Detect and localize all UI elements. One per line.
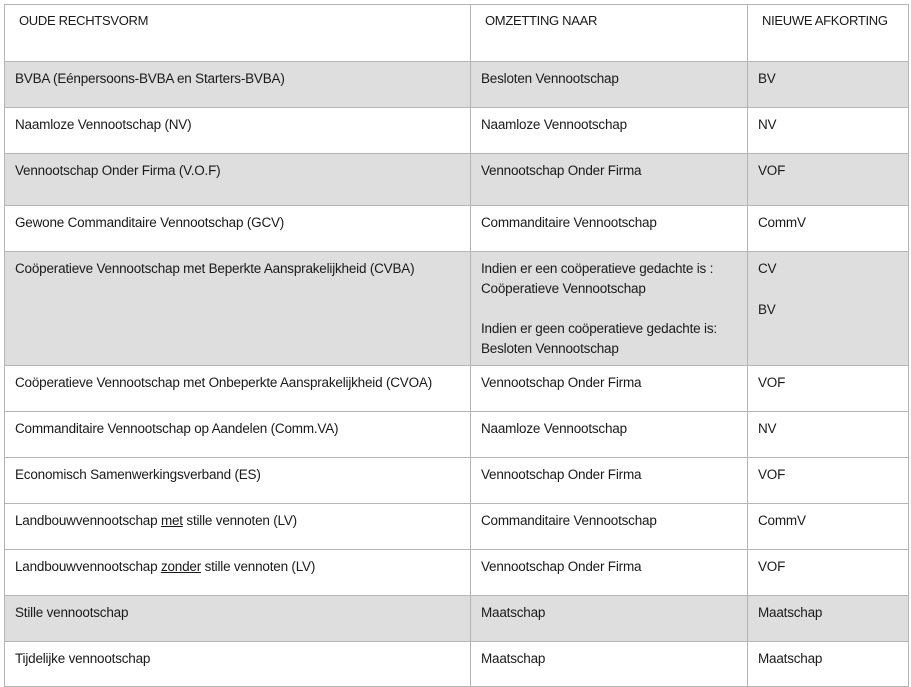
table-row [5,550,909,596]
cell-abbreviation: VOF [748,458,909,504]
cell-old-legal-form [5,504,471,550]
table-row [5,412,909,458]
cell-abbreviation: NV [748,108,909,154]
conversion-condition-a: Indien er een coöperatieve gedachte is : [481,261,714,276]
cell-old-legal-form: Coöperatieve Vennootschap met Onbeperkte Aansprakelijkheid (CVOA) [5,366,471,412]
cell-old-legal-form: Stille vennootschap [5,596,471,642]
old-form-suffix: stille vennoten (LV) [204,559,316,574]
cell-old-legal-form [5,550,471,596]
cell-conversion: Naamloze Vennootschap [471,412,748,458]
cell-abbreviation: Maatschap [748,596,909,642]
cell-conversion: Naamloze Vennootschap [471,108,748,154]
cell-conversion: Vennootschap Onder Firma [471,366,748,412]
cell-conversion: Vennootschap Onder Firma [471,154,748,206]
cell-conversion: Maatschap [471,596,748,642]
cell-old-legal-form: Tijdelijke vennootschap [5,642,471,687]
cell-old-legal-form: Gewone Commanditaire Vennootschap (GCV) [5,206,471,252]
cell-abbreviation: BV [748,62,909,108]
cell-conversion: Maatschap [471,642,748,687]
table-row [5,206,909,252]
cell-conversion: Vennootschap Onder Firma [471,550,748,596]
cell-conversion [471,252,748,366]
cell-conversion: Commanditaire Vennootschap [471,206,748,252]
old-form-prefix: Landbouwvennootschap [15,513,158,528]
header-new-abbreviation: NIEUWE AFKORTING [748,5,909,62]
table-row [5,458,909,504]
cell-abbreviation [748,252,909,366]
table-row [5,642,909,687]
old-form-prefix: Landbouwvennootschap [15,559,158,574]
cell-conversion: Vennootschap Onder Firma [471,458,748,504]
old-form-suffix: stille vennoten (LV) [186,513,297,528]
cell-abbreviation: VOF [748,154,909,206]
header-conversion: OMZETTING NAAR [471,5,748,62]
cell-old-legal-form: BVBA (Eénpersoons-BVBA en Starters-BVBA) [5,62,471,108]
conversion-result-b: Besloten Vennootschap [481,341,619,356]
conversion-result-a: Coöperatieve Vennootschap [481,281,646,296]
cell-abbreviation: VOF [748,550,909,596]
abbreviation-b: BV [758,302,776,317]
cell-abbreviation: CommV [748,206,909,252]
cell-conversion: Commanditaire Vennootschap [471,504,748,550]
table-row [5,366,909,412]
cell-old-legal-form: Naamloze Vennootschap (NV) [5,108,471,154]
header-old-legal-form: OUDE RECHTSVORM [5,5,471,62]
cell-abbreviation: Maatschap [748,642,909,687]
cell-old-legal-form: Vennootschap Onder Firma (V.O.F) [5,154,471,206]
conversion-condition-b: Indien er geen coöperatieve gedachte is: [481,321,717,336]
table-row [5,252,909,366]
table-row [5,62,909,108]
legal-form-conversion-table [4,4,909,687]
table-row [5,596,909,642]
table-row [5,154,909,206]
cell-old-legal-form: Economisch Samenwerkingsverband (ES) [5,458,471,504]
table-row [5,504,909,550]
cell-abbreviation: VOF [748,366,909,412]
cell-old-legal-form: Coöperatieve Vennootschap met Beperkte Aansprakelijkheid (CVBA) [5,252,471,366]
cell-conversion: Besloten Vennootschap [471,62,748,108]
old-form-emphasis: zonder [160,559,202,574]
table-header-row [5,5,909,62]
old-form-emphasis: met [160,513,183,528]
table-row [5,108,909,154]
abbreviation-a: CV [758,261,777,276]
cell-old-legal-form: Commanditaire Vennootschap op Aandelen (Comm.VA) [5,412,471,458]
cell-abbreviation: CommV [748,504,909,550]
cell-abbreviation: NV [748,412,909,458]
